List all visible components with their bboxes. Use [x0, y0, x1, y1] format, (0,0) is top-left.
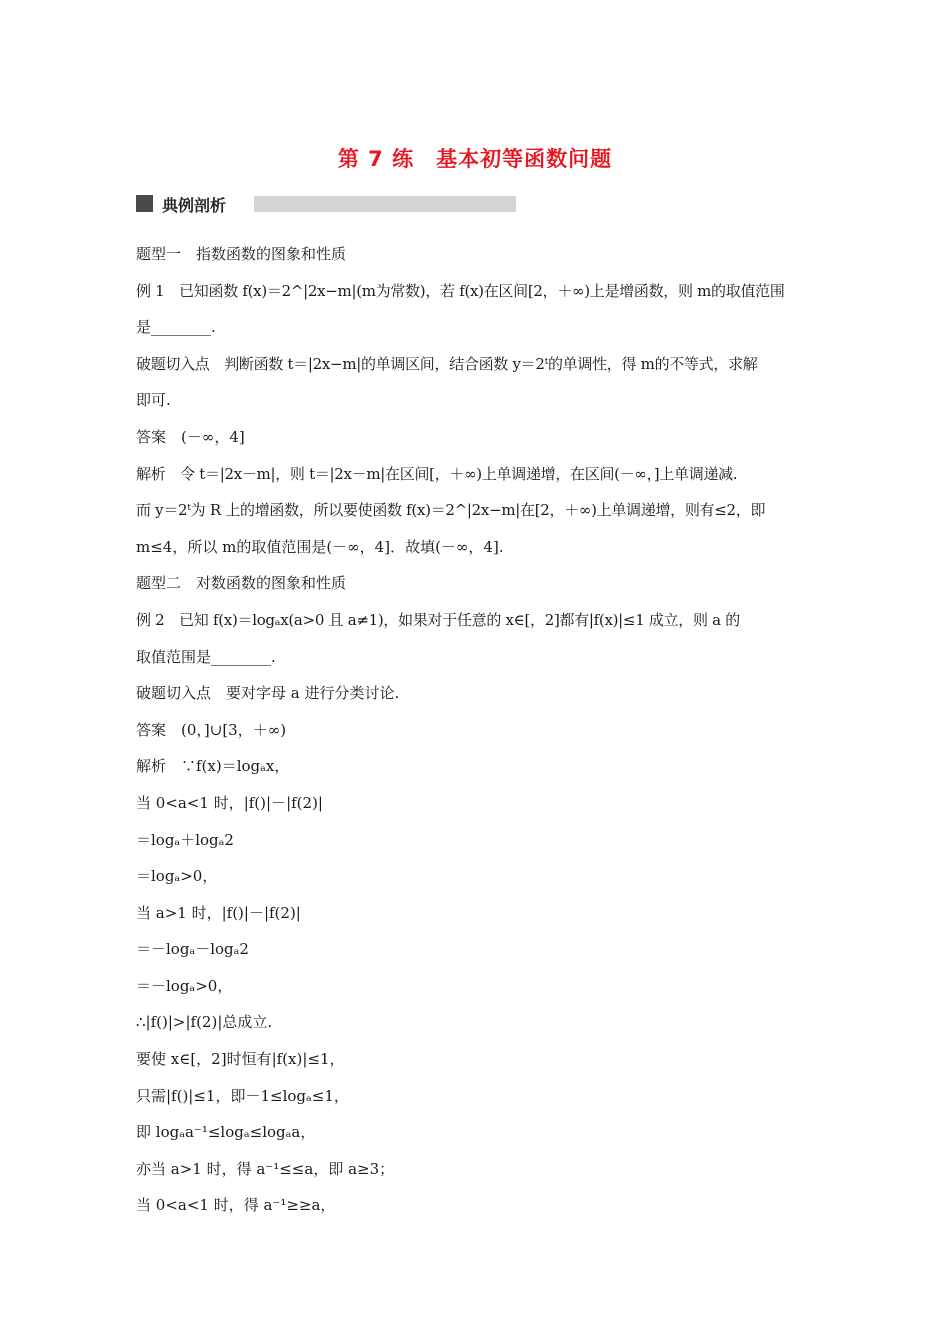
- section-label: 典例剖析: [162, 196, 227, 215]
- text-line: ＝logₐ＋logₐ2: [136, 830, 234, 849]
- text-line: 即 logₐa⁻¹≤logₐ≤logₐa，: [136, 1123, 316, 1142]
- text-line: 取值范围是________.: [136, 647, 276, 666]
- text-line: ∴|f()|>|f(2)|总成立.: [136, 1013, 273, 1032]
- text-line: ＝logₐ>0，: [136, 867, 218, 886]
- text-line: 解析 令 t＝|2x－m|，则 t＝|2x－m|在区间[，＋∞)上单调递增，在区间(－∞，]上单调递减.: [136, 464, 738, 483]
- text-line: 例 1 已知函数 f(x)＝2^|2x−m|(m为常数)，若 f(x)在区间[2，＋∞)上是增函数，则 m的取值范围: [136, 281, 785, 300]
- text-line: ＝－logₐ>0，: [136, 976, 233, 995]
- text-line: 题型二 对数函数的图象和性质: [136, 574, 347, 593]
- text-line: 答案 (0，]∪[3，＋∞): [136, 720, 287, 739]
- text-line: 而 y＝2ᵗ为 R 上的增函数，所以要使函数 f(x)＝2^|2x−m|在[2，＋∞)上单调递增，则有≤2，即: [136, 501, 766, 520]
- text-line: 题型一 指数函数的图象和性质: [136, 245, 347, 263]
- text-line: 破题切入点 要对字母 a 进行分类讨论.: [136, 684, 400, 703]
- text-line: 是________.: [136, 318, 216, 337]
- section-square-icon: [136, 195, 153, 212]
- page-title: 第 7 练 基本初等函数问题: [337, 147, 613, 171]
- text-line: 破题切入点 判断函数 t＝|2x−m|的单调区间，结合函数 y＝2ᵗ的单调性，得 m的不等式，求解: [136, 354, 758, 373]
- text-line: ＝－logₐ－logₐ2: [136, 940, 249, 959]
- text-line: 只需|f()|≤1，即－1≤logₐ≤1，: [136, 1086, 349, 1105]
- text-line: 亦当 a>1 时，得 a⁻¹≤≤a，即 a≥3；: [136, 1159, 395, 1178]
- text-line: 即可.: [136, 391, 171, 410]
- text-line: 解析 ∵f(x)＝logₐx，: [136, 757, 290, 776]
- section-rule: [254, 196, 516, 212]
- section-header: [136, 193, 516, 215]
- text-line: 例 2 已知 f(x)＝logₐx(a>0 且 a≠1)，如果对于任意的 x∈[，2]都有|f(x)|≤1 成立，则 a 的: [136, 610, 740, 629]
- text-line: 要使 x∈[，2]时恒有|f(x)|≤1，: [136, 1050, 345, 1069]
- text-line: 当 0<a<1 时，|f()|－|f(2)|: [136, 793, 323, 812]
- text-line: m≤4，所以 m的取值范围是(－∞，4]．故填(－∞，4].: [136, 537, 504, 556]
- text-line: 当 a>1 时，|f()|－|f(2)|: [136, 903, 301, 922]
- text-line: 答案 (－∞，4]: [136, 427, 245, 446]
- text-line: 当 0<a<1 时，得 a⁻¹≥≥a，: [136, 1196, 336, 1215]
- document-body: [136, 242, 816, 1230]
